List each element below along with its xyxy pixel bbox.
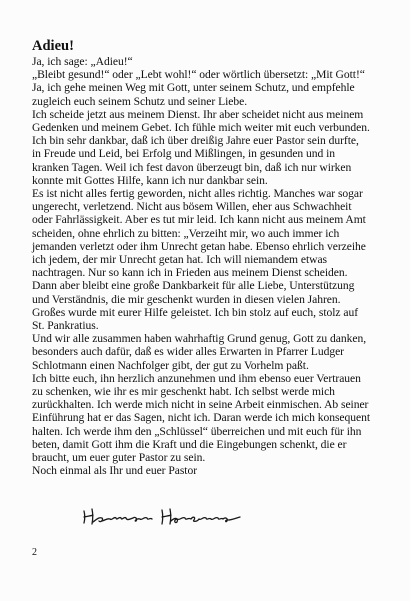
text-line: ungerecht, verletzend. Nicht aus bösem Willen, eher aus Schwachheit bbox=[32, 200, 352, 214]
text-line: besonders auch dafür, daß es wider alles Erwarten in Pfarrer Ludger bbox=[32, 345, 344, 359]
text-line: jemanden verletzt oder ihm Unrecht getan habe. Ebenso ehrlich verzeihe bbox=[32, 239, 366, 253]
text-line: Ja, ich gehe meinen Weg mit Gott, unter seinem Schutz, und empfehle bbox=[32, 81, 355, 95]
text-line: nachtragen. Nur so kann ich in Frieden aus meinem Dienst scheiden. bbox=[32, 266, 348, 280]
text-line: Ich scheide jetzt aus meinem Dienst. Ihr aber scheidet nicht aus meinem bbox=[32, 107, 364, 121]
text-line: ich jedem, der mir Unrecht getan hat. Ich will niemandem etwas bbox=[32, 253, 328, 267]
text-line: Dann aber bleibt eine große Dankbarkeit für alle Liebe, Unterstützung bbox=[32, 279, 355, 293]
text-line: Ich bitte euch, ihn herzlich anzunehmen und ihm ebenso euer Vertrauen bbox=[32, 371, 361, 385]
text-line: Schlotmann einen Nachfolger gibt, der gut zu Vorhelm paßt. bbox=[32, 358, 309, 372]
text-line: Noch einmal als Ihr und euer Pastor bbox=[32, 464, 198, 478]
text-line: beten, damit Gott ihm die Kraft und die Eingebungen schenkt, die er bbox=[32, 437, 347, 451]
text-line: Es ist nicht alles fertig geworden, nicht alles richtig. Manches war sogar bbox=[32, 187, 363, 201]
text-line: in Freude und Leid, bei Erfolg und Mißlingen, in gesunden und in bbox=[32, 147, 336, 161]
text-line: Gedenken und meinem Gebet. Ich fühle mich weiter mit euch verbunden. bbox=[32, 121, 370, 135]
text-line: zurückhalten. Ich werde mich nicht in seine Arbeit einmischen. Ab seiner bbox=[32, 398, 369, 412]
text-line: Ja, ich sage: „Adieu!“ bbox=[32, 55, 133, 68]
text-line: und Verständnis, die mir geschenkt wurden in diesen vielen Jahren. bbox=[32, 292, 341, 306]
letter-text bbox=[32, 55, 392, 478]
text-line: oder Fahrlässigkeit. Aber es tut mir leid. Ich kann nicht aus meinem Amt bbox=[32, 213, 366, 227]
letter-title: Adieu! bbox=[32, 38, 74, 54]
text-line: kranken Tagen. Weil ich fest davon überzeugt bin, daß ich nur wirken bbox=[32, 160, 352, 174]
text-line: halten. Ich werde ihm den „Schlüssel“ überreichen und mit euch für ihn bbox=[32, 424, 362, 438]
text-line: Großes wurde mit eurer Hilfe geleistet. Ich bin stolz auf euch, stolz auf bbox=[32, 305, 359, 319]
text-line: Und wir alle zusammen haben wahrhaftig Grund genug, Gott zu danken, bbox=[32, 332, 367, 346]
page-number: 2 bbox=[32, 547, 37, 558]
text-line: Ich bin sehr dankbar, daß ich über dreißig Jahre euer Pastor sein durfte, bbox=[32, 134, 359, 148]
text-line: braucht, um euer guter Pastor zu sein. bbox=[32, 451, 206, 465]
text-line: zu schenken, wie ihr es mir geschenkt habt. Ich selbst werde mich bbox=[32, 385, 335, 399]
text-line: scheiden, ohne ehrlich zu bitten: „Verzeiht mir, wo auch immer ich bbox=[32, 226, 340, 240]
text-line: „Bleibt gesund!“ oder „Lebt wohl!“ oder wörtlich übersetzt: „Mit Gott!“ bbox=[32, 68, 365, 82]
text-line: Einführung hat er das Sagen, nicht ich. Daran werde ich mich konsequent bbox=[32, 411, 371, 425]
text-line: St. Pankratius. bbox=[32, 319, 99, 333]
text-line: konnte mit Gottes Hilfe, kann ich nur dankbar sein. bbox=[32, 173, 268, 187]
handwritten-signature bbox=[80, 501, 250, 529]
text-line: zugleich euch seinem Schutz und seiner Liebe. bbox=[32, 94, 248, 108]
letter-body bbox=[32, 38, 392, 478]
